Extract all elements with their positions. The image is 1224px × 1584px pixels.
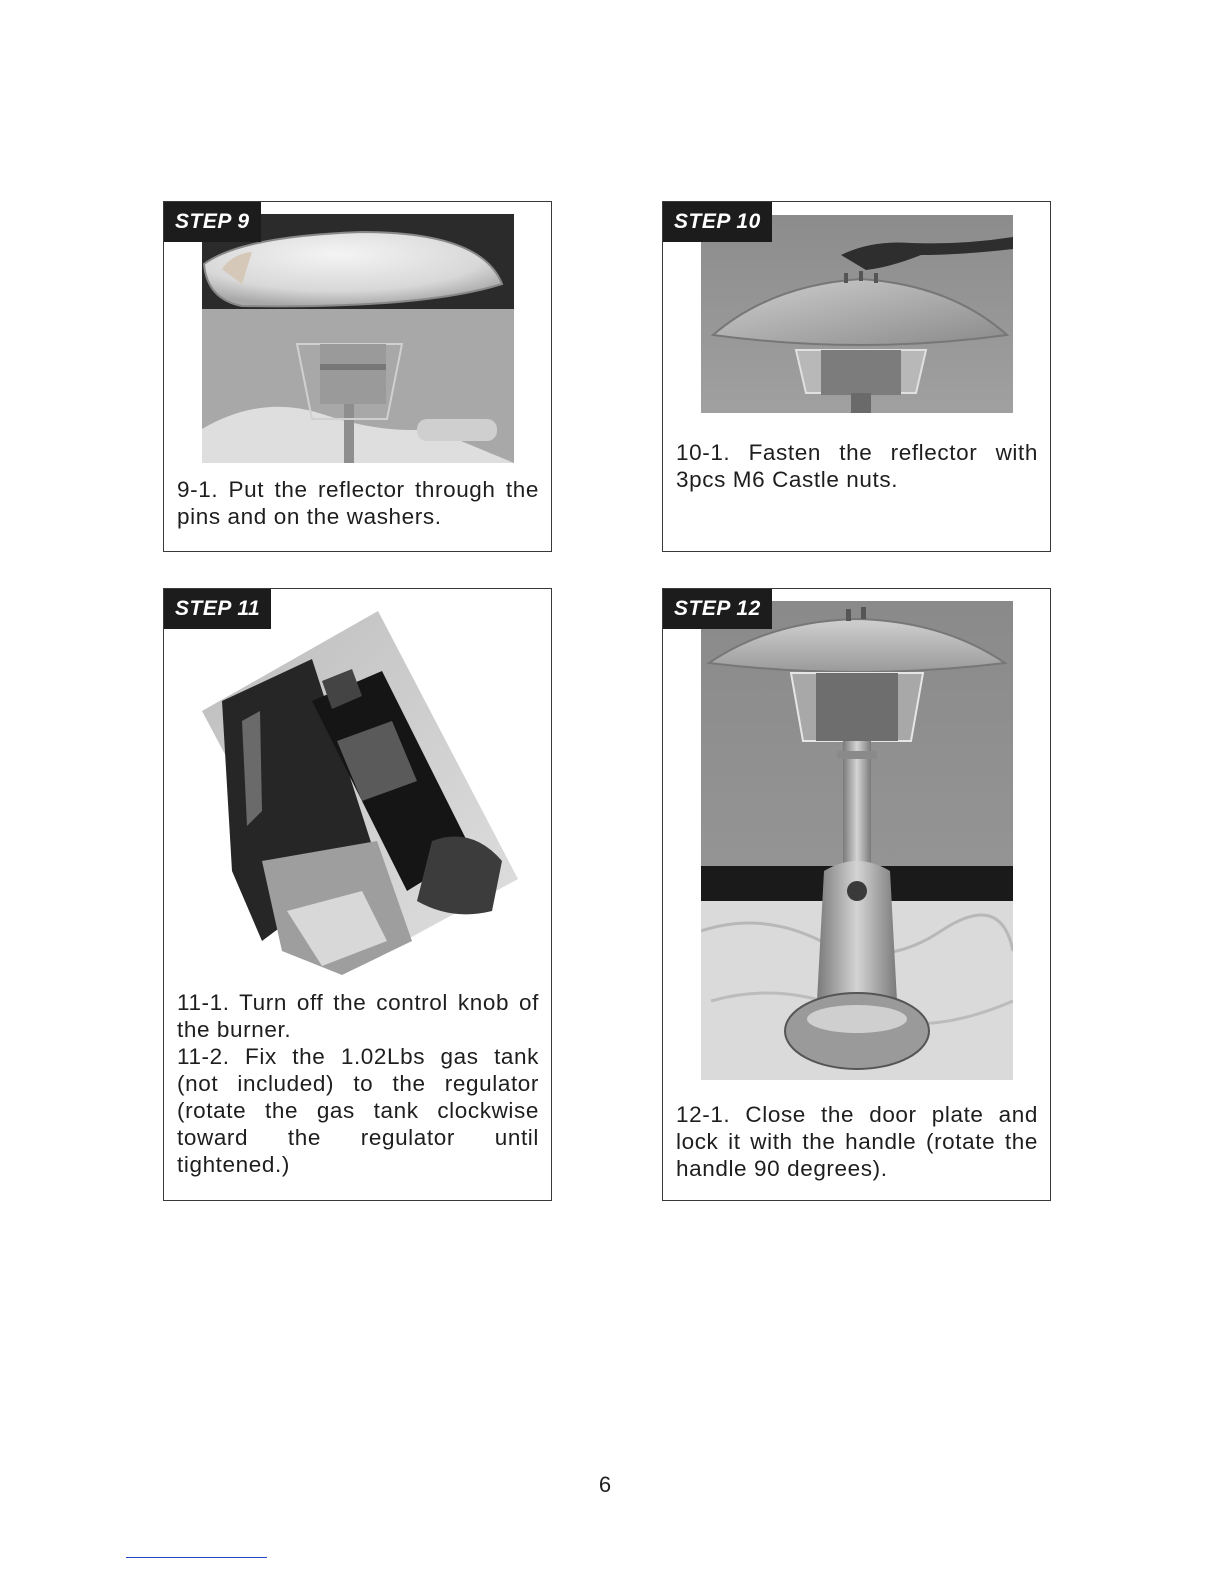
step-11-caption-line-2: 11-2. Fix the 1.02Lbs gas tank (not included) to the regulator (rotate the gas tank clockwise toward the regulator until tightened.) <box>177 1044 539 1177</box>
footnote-rule <box>126 1557 267 1558</box>
step-11-photo <box>202 611 518 975</box>
step-9-tag: STEP 9 <box>164 202 261 242</box>
step-10-caption <box>676 439 1038 493</box>
step-12-photo <box>701 601 1013 1080</box>
step-10-panel <box>662 201 1051 552</box>
step-10-caption-line: 10-1. Fasten the reflector with 3pcs M6 Castle nuts. <box>676 440 1038 492</box>
step-9-panel <box>163 201 552 552</box>
step-10-photo <box>701 215 1013 413</box>
step-12-tag: STEP 12 <box>663 589 772 629</box>
step-9-caption-line: 9-1. Put the reflector through the pins and on the washers. <box>177 477 539 529</box>
step-11-caption-line-1: 11-1. Turn off the control knob of the burner. <box>177 990 539 1042</box>
step-11-caption <box>177 989 539 1178</box>
step-12-panel <box>662 588 1051 1201</box>
step-9-caption <box>177 476 539 530</box>
step-10-tag: STEP 10 <box>663 202 772 242</box>
page-number: 6 <box>598 1472 612 1497</box>
step-11-tag: STEP 11 <box>164 589 271 629</box>
step-12-caption <box>676 1101 1038 1182</box>
step-9-photo <box>202 214 514 463</box>
step-11-panel <box>163 588 552 1201</box>
step-12-caption-line: 12-1. Close the door plate and lock it with the handle (rotate the handle 90 degrees). <box>676 1102 1038 1181</box>
